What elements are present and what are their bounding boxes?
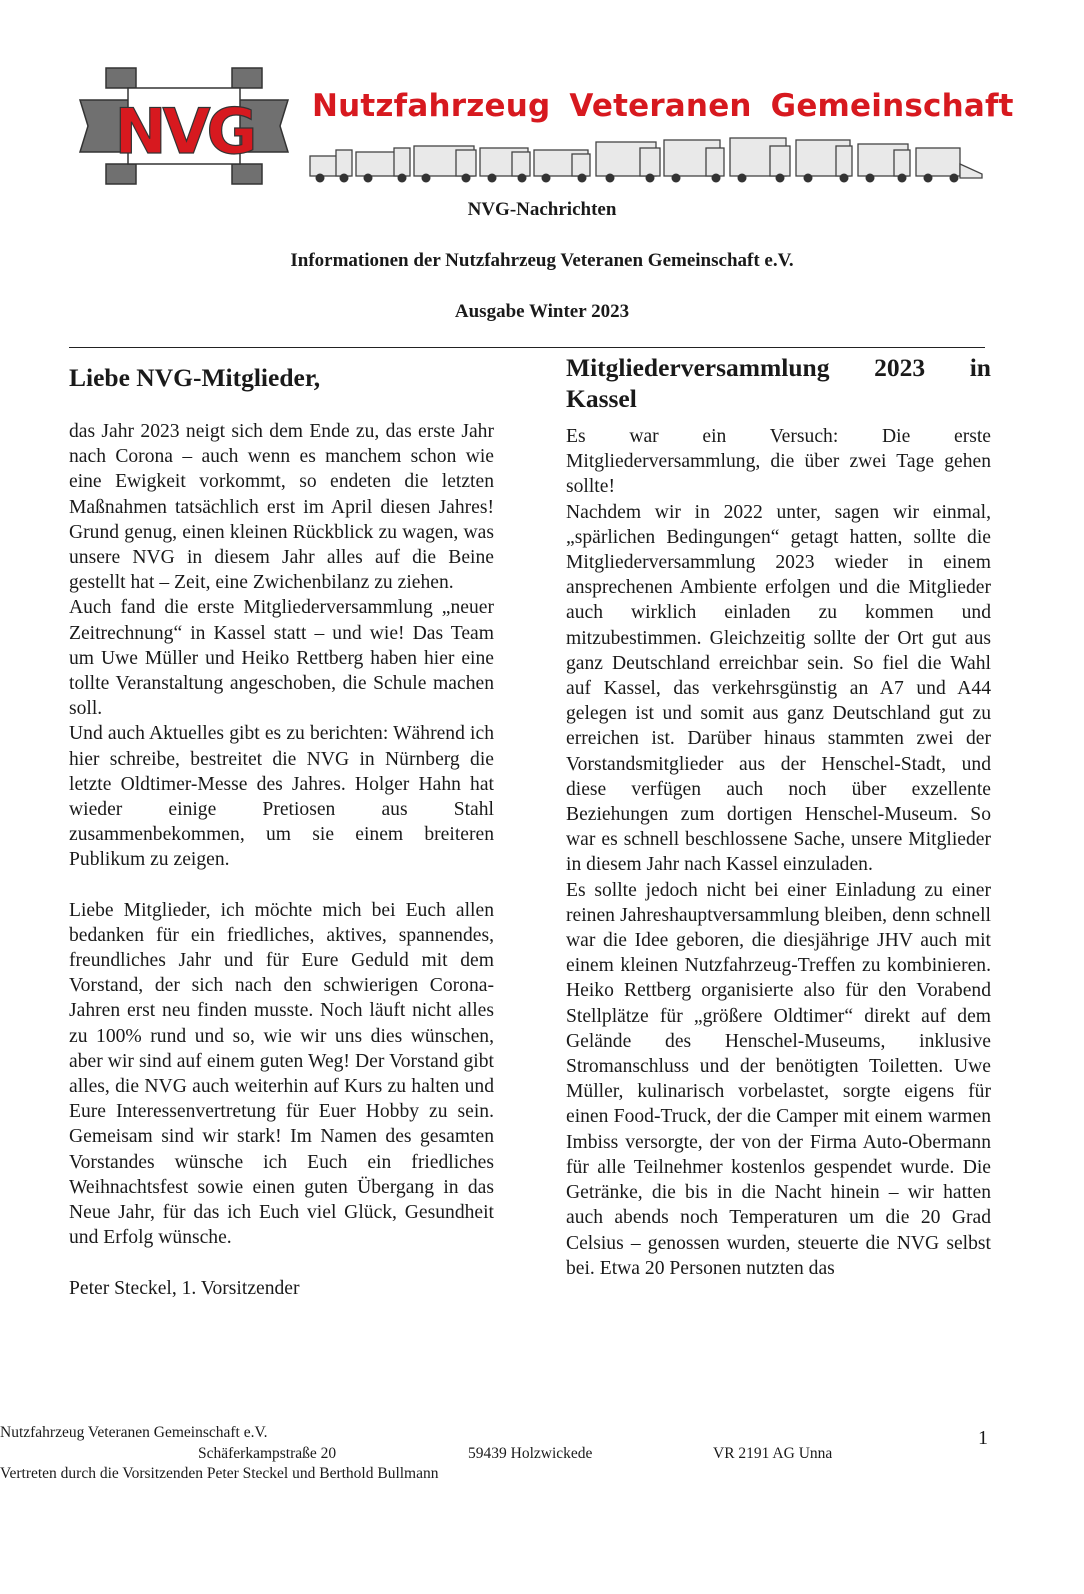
vehicle-illustration (306, 134, 986, 186)
newsletter-subtitle: Informationen der Nutzfahrzeug Veteranen Gemeinschaft e.V. (290, 250, 794, 271)
footer-representatives: Vertreten durch die Vorsitzenden Peter Steckel und Berthold Bullmann (0, 1465, 439, 1482)
assembly-heading-line-2: Kassel (566, 384, 637, 413)
footer-org: Nutzfahrzeug Veteranen Gemeinschaft e.V. (0, 1424, 268, 1441)
assembly-heading-word-1: Mitgliederversammlung (566, 353, 830, 382)
page-number: 1 (978, 1427, 988, 1449)
logo-text: NVG (114, 95, 254, 168)
footer-street: Schäferkampstraße 20 (198, 1445, 337, 1462)
assembly-heading-word-2: 2023 (874, 353, 926, 382)
newsletter-name: NVG-Nachrichten (467, 199, 617, 220)
greeting-signature: Peter Steckel, 1. Vorsitzender (69, 1277, 300, 1299)
assembly-article (566, 352, 991, 1281)
assembly-heading-word-3: in (969, 353, 991, 382)
nvg-logo (78, 66, 290, 186)
greeting-paragraph-3: Und auch Aktuelles gibt es zu berichten: Während ich hier schreibe, bestreitet die NVG in Nürnberg die letzte Oldtimer-Messe des Jahres. Holger Hahn hat wieder einige Pretiosen aus Stahl zusammenbekommen, um sie einem breiteren Publikum zu zeigen. (69, 723, 494, 871)
assembly-paragraph-2: Nachdem wir in 2022 unter, sagen wir einmal, „spärlichen Bedingungen“ getagt hatten, sollte die Mitgliederversammlung 2023 wieder in einem ansprechenen Ambiente erfolgen und die Mitglieder auch wirklich einladen zu kommen und mitzubestimmen. Gleichzeitig sollte der Ort gut aus ganz Deutschland erreichbar sein. So fiel die Wahl auf Kassel, das verkehrsgünstig an A7 und A44 gelegen ist und somit aus ganz Deutschland gut zu erreichen ist. Darüber hinaus stammten zwei der Vorstandsmitglieder aus der Henschel-Stadt, und diese verfügen auch noch über exzellente Beziehungen zum dortigen Henschel-Museum. So war es schnell beschlossene Sache, unsere Mitglieder in diesem Jahr nach Kassel einzuladen. (566, 501, 991, 876)
greeting-paragraph-4: Liebe Mitglieder, ich möchte mich bei Euch allen bedanken für ein friedliches, aktives, spannendes, freundliches Jahr und für Eure Geduld mit dem Vorstand, der sich nach den schwierigen Corona-Jahren erst neu finden musste. Noch läuft nicht alles zu 100% rund und so, wie wir uns dies wünschen, aber wir sind auf einem guten Weg! Der Vorstand gibt alles, die NVG auch weiterhin auf Kurs zu halten und Eure Interessenvertretung für Euer Hobby zu sein. Gemeisam sind wir stark! Im Namen des gesamten Vorstandes wünsche ich Euch ein friedliches Weihnachtsfest sowie einen guten Übergang in das Neue Jahr, für das ich Euch viel Glück, Gesundheit und Erfolg wünsche. (69, 899, 494, 1249)
header-divider (69, 347, 985, 348)
assembly-heading (566, 352, 991, 414)
assembly-paragraph-1: Es war ein Versuch: Die erste Mitgliederversammlung, die über zwei Tage gehen sollte! (566, 426, 991, 498)
issue-label: Ausgabe Winter 2023 (454, 301, 630, 322)
greeting-paragraph-2: Auch fand die erste Mitgliederversammlung „neuer Zeitrechnung“ in Kassel statt – und wie! Das Team um Uwe Müller und Heiko Rettberg haben hier eine tollte Veranstaltung angeschoben, die Schule machen soll. (69, 597, 494, 720)
footer-city: 59439 Holzwickede (468, 1445, 593, 1462)
assembly-paragraph-3: Es sollte jedoch nicht bei einer Einladung zu einer reinen Jahreshauptversammlung bleiben, denn schnell war die Idee geboren, die diesjährige JHV auch mit einem kleinen Nutzfahrzeug-Treffen zu kombinieren. Heiko Rettberg organisierte also für den Vorabend Stellplätze für „größere Oldtimer“ direkt auf dem Gelände des Henschel-Museums, inklusive Stromanschluss und der benötigten Toiletten. Uwe Müller, kulinarisch vorbelastet, sorgte eigens für einen Food-Truck, der die Camper mit einem warmen Imbiss versorgte, der von der Firma Auto-Obermann für alle Teilnehmer kostenlos gespendet wurde. Die Getränke, die bis in die Nacht hinein – wir hatten auch abends noch Temperaturen um die 20 Grad Celsius – genossen wurden, steuerte die NVG selbst bei. Etwa 20 Personen nutzten das (566, 879, 991, 1279)
greeting-paragraph-1: das Jahr 2023 neigt sich dem Ende zu, das erste Jahr nach Corona – auch wenn es manchem schon wie eine Ewigkeit vorkommt, so endeten die letzten Maßnahmen tatsächlich erst im April diesen Jahres! Grund genug, einen kleinen Rückblick zu wagen, was unsere NVG in diesem Jahr alles auf die Beine gestellt hat – Zeit, eine Zwichenbilanz zu ziehen. (69, 421, 494, 594)
greeting-heading: Liebe NVG-Mitglieder, (69, 363, 321, 392)
greeting-article (69, 362, 494, 1301)
org-title: Nutzfahrzeug Veteranen Gemeinschaft (312, 88, 1014, 124)
footer-register: VR 2191 AG Unna (713, 1445, 833, 1462)
